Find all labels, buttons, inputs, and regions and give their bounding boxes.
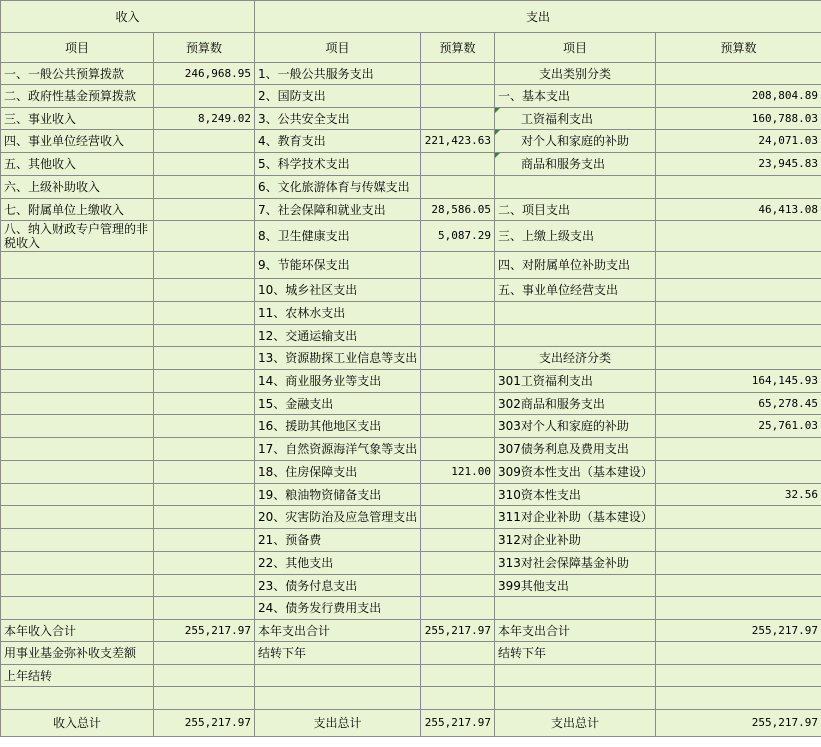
table-row (1, 63, 821, 85)
budget-cell[interactable] (656, 575, 821, 597)
budget-cell[interactable]: 221,423.63 (421, 130, 495, 153)
item-cell[interactable] (495, 687, 656, 710)
budget-cell[interactable] (154, 529, 255, 552)
item-cell[interactable]: 支出类别分类 (495, 63, 656, 85)
table-row (1, 529, 821, 552)
budget-cell[interactable]: 255,217.97 (154, 710, 255, 737)
item-cell[interactable]: 17、自然资源海洋气象等支出 (255, 438, 421, 461)
table-row (1, 302, 821, 325)
budget-cell[interactable]: 208,804.89 (656, 85, 821, 108)
table-row (1, 575, 821, 597)
table-row (1, 108, 821, 130)
item-cell[interactable]: 七、附属单位上缴收入 (1, 199, 154, 221)
budget-cell[interactable] (154, 438, 255, 461)
item-cell[interactable] (255, 687, 421, 710)
budget-cell[interactable] (154, 325, 255, 347)
item-cell[interactable]: 二、政府性基金预算拨款 (1, 85, 154, 108)
item-cell[interactable]: 15、金融支出 (255, 393, 421, 415)
item-cell[interactable] (495, 665, 656, 687)
budget-cell[interactable] (421, 529, 495, 552)
table-row (1, 199, 821, 221)
item-cell[interactable]: 3、公共安全支出 (255, 108, 421, 130)
budget-cell[interactable] (154, 393, 255, 415)
budget-cell[interactable]: 25,761.03 (656, 415, 821, 438)
item-cell[interactable]: 312对企业补助 (495, 529, 656, 552)
item-cell[interactable]: 收入总计 (1, 710, 154, 737)
budget-cell[interactable]: 46,413.08 (656, 199, 821, 221)
table-row (1, 221, 821, 252)
budget-cell[interactable] (421, 665, 495, 687)
item-cell[interactable]: 8、卫生健康支出 (255, 221, 421, 252)
item-cell[interactable]: 307债务利息及费用支出 (495, 438, 656, 461)
item-cell[interactable]: 商品和服务支出 (495, 153, 656, 176)
budget-cell[interactable] (421, 279, 495, 302)
item-cell[interactable]: 一、一般公共预算拨款 (1, 63, 154, 85)
budget-cell[interactable] (656, 597, 821, 620)
item-cell[interactable]: 三、事业收入 (1, 108, 154, 130)
header-row-sections (1, 1, 821, 33)
item-cell[interactable] (1, 325, 154, 347)
item-cell[interactable]: 399其他支出 (495, 575, 656, 597)
item-cell[interactable]: 本年收入合计 (1, 620, 154, 642)
budget-cell[interactable] (656, 347, 821, 370)
item-cell[interactable]: 7、社会保障和就业支出 (255, 199, 421, 221)
item-cell[interactable]: 五、事业单位经营支出 (495, 279, 656, 302)
item-cell[interactable]: 八、纳入财政专户管理的非税收入 (1, 221, 154, 252)
item-cell[interactable] (1, 529, 154, 552)
item-cell[interactable] (1, 506, 154, 529)
budget-cell[interactable] (421, 370, 495, 393)
item-cell[interactable] (1, 393, 154, 415)
item-cell[interactable]: 12、交通运输支出 (255, 325, 421, 347)
budget-cell[interactable]: 24,071.03 (656, 130, 821, 153)
table-row (1, 552, 821, 575)
budget-cell[interactable]: 28,586.05 (421, 199, 495, 221)
budget-cell[interactable] (656, 438, 821, 461)
item-cell[interactable]: 支出总计 (495, 710, 656, 737)
item-cell[interactable]: 1、一般公共服务支出 (255, 63, 421, 85)
budget-cell[interactable] (656, 63, 821, 85)
budget-cell[interactable] (154, 221, 255, 252)
table-row (1, 85, 821, 108)
item-cell[interactable]: 支出总计 (255, 710, 421, 737)
category-budget-header[interactable]: 预算数 (656, 33, 821, 63)
item-cell[interactable]: 21、预备费 (255, 529, 421, 552)
table-row (1, 620, 821, 642)
budget-cell[interactable] (154, 461, 255, 484)
item-cell[interactable]: 用事业基金弥补收支差额 (1, 642, 154, 665)
item-cell[interactable]: 一、基本支出 (495, 85, 656, 108)
table-row (1, 252, 821, 279)
item-cell[interactable]: 311对企业补助（基本建设） (495, 506, 656, 529)
budget-cell[interactable] (421, 506, 495, 529)
table-row (1, 506, 821, 529)
budget-cell[interactable] (421, 302, 495, 325)
item-cell[interactable]: 20、灾害防治及应急管理支出 (255, 506, 421, 529)
budget-cell[interactable] (154, 153, 255, 176)
budget-cell[interactable] (421, 176, 495, 199)
item-cell[interactable] (1, 252, 154, 279)
budget-cell[interactable] (421, 642, 495, 665)
table-row (1, 642, 821, 665)
item-cell[interactable]: 五、其他收入 (1, 153, 154, 176)
item-cell[interactable]: 10、城乡社区支出 (255, 279, 421, 302)
item-cell[interactable]: 四、对附属单位补助支出 (495, 252, 656, 279)
item-cell[interactable]: 302商品和服务支出 (495, 393, 656, 415)
item-cell[interactable] (495, 597, 656, 620)
expense-section-header[interactable]: 支出 (255, 1, 821, 33)
item-cell[interactable]: 三、上缴上级支出 (495, 221, 656, 252)
budget-cell[interactable] (421, 252, 495, 279)
item-cell[interactable]: 六、上级补助收入 (1, 176, 154, 199)
table-row (1, 176, 821, 199)
item-cell[interactable]: 工资福利支出 (495, 108, 656, 130)
budget-cell[interactable] (656, 176, 821, 199)
item-cell[interactable]: 23、债务付息支出 (255, 575, 421, 597)
budget-cell[interactable] (154, 665, 255, 687)
table-row (1, 153, 821, 176)
budget-cell[interactable] (656, 687, 821, 710)
budget-cell[interactable]: 5,087.29 (421, 221, 495, 252)
income-budget-header[interactable]: 预算数 (154, 33, 255, 63)
table-row (1, 461, 821, 484)
budget-cell[interactable] (421, 85, 495, 108)
budget-cell[interactable]: 23,945.83 (656, 153, 821, 176)
budget-cell[interactable] (421, 438, 495, 461)
budget-cell[interactable] (154, 687, 255, 710)
budget-cell[interactable] (154, 484, 255, 506)
expense-budget-header[interactable]: 预算数 (421, 33, 495, 63)
item-cell[interactable] (495, 325, 656, 347)
item-cell[interactable] (1, 415, 154, 438)
budget-cell[interactable]: 160,788.03 (656, 108, 821, 130)
budget-cell[interactable] (154, 506, 255, 529)
item-cell[interactable]: 22、其他支出 (255, 552, 421, 575)
category-item-header[interactable]: 项目 (495, 33, 656, 63)
budget-cell[interactable] (421, 552, 495, 575)
budget-cell[interactable] (656, 302, 821, 325)
budget-cell[interactable] (154, 347, 255, 370)
table-row (1, 325, 821, 347)
item-cell[interactable] (1, 597, 154, 620)
budget-cell[interactable] (421, 63, 495, 85)
item-cell[interactable]: 11、农林水支出 (255, 302, 421, 325)
item-cell[interactable]: 301工资福利支出 (495, 370, 656, 393)
budget-cell[interactable] (656, 529, 821, 552)
budget-cell[interactable]: 255,217.97 (421, 620, 495, 642)
budget-cell[interactable]: 65,278.45 (656, 393, 821, 415)
item-cell[interactable]: 310资本性支出 (495, 484, 656, 506)
item-cell[interactable] (1, 370, 154, 393)
budget-cell[interactable] (154, 642, 255, 665)
budget-cell[interactable] (154, 552, 255, 575)
budget-cell[interactable] (154, 279, 255, 302)
item-cell[interactable]: 二、项目支出 (495, 199, 656, 221)
item-cell[interactable]: 18、住房保障支出 (255, 461, 421, 484)
item-cell[interactable] (495, 302, 656, 325)
item-cell[interactable] (1, 484, 154, 506)
expense-item-header[interactable]: 项目 (255, 33, 421, 63)
table-row (1, 279, 821, 302)
table-row (1, 597, 821, 620)
budget-cell[interactable] (154, 176, 255, 199)
item-cell[interactable]: 6、文化旅游体育与传媒支出 (255, 176, 421, 199)
income-item-header[interactable]: 项目 (1, 33, 154, 63)
item-cell[interactable]: 4、教育支出 (255, 130, 421, 153)
item-cell[interactable]: 303对个人和家庭的补助 (495, 415, 656, 438)
budget-cell[interactable] (421, 108, 495, 130)
budget-cell[interactable]: 246,968.95 (154, 63, 255, 85)
budget-cell[interactable] (421, 575, 495, 597)
item-cell[interactable]: 24、债务发行费用支出 (255, 597, 421, 620)
budget-cell[interactable] (154, 302, 255, 325)
table-body (1, 63, 821, 737)
table-row (1, 370, 821, 393)
item-cell[interactable] (1, 302, 154, 325)
budget-cell[interactable]: 255,217.97 (656, 710, 821, 737)
header-row-columns (1, 33, 821, 63)
budget-cell[interactable]: 255,217.97 (154, 620, 255, 642)
income-section-header[interactable]: 收入 (1, 1, 255, 33)
budget-cell[interactable] (656, 506, 821, 529)
budget-cell[interactable] (656, 665, 821, 687)
table-row (1, 484, 821, 506)
item-cell[interactable] (1, 687, 154, 710)
item-cell[interactable]: 2、国防支出 (255, 85, 421, 108)
budget-cell[interactable]: 32.56 (656, 484, 821, 506)
item-cell[interactable] (495, 176, 656, 199)
budget-cell[interactable] (656, 279, 821, 302)
table-row (1, 393, 821, 415)
budget-cell[interactable] (656, 552, 821, 575)
budget-cell[interactable] (656, 325, 821, 347)
item-cell[interactable]: 19、粮油物资储备支出 (255, 484, 421, 506)
item-cell[interactable] (255, 665, 421, 687)
table-row (1, 710, 821, 737)
item-cell[interactable]: 结转下年 (255, 642, 421, 665)
budget-cell[interactable] (421, 325, 495, 347)
item-cell[interactable] (1, 347, 154, 370)
budget-cell[interactable] (154, 130, 255, 153)
budget-cell[interactable]: 164,145.93 (656, 370, 821, 393)
item-cell[interactable]: 14、商业服务业等支出 (255, 370, 421, 393)
budget-cell[interactable] (656, 461, 821, 484)
item-cell[interactable]: 5、科学技术支出 (255, 153, 421, 176)
item-cell[interactable]: 本年支出合计 (255, 620, 421, 642)
budget-cell[interactable] (421, 347, 495, 370)
budget-cell[interactable] (421, 687, 495, 710)
item-cell[interactable]: 本年支出合计 (495, 620, 656, 642)
item-cell[interactable] (1, 279, 154, 302)
table-row (1, 415, 821, 438)
item-cell[interactable]: 支出经济分类 (495, 347, 656, 370)
item-cell[interactable]: 9、节能环保支出 (255, 252, 421, 279)
budget-cell[interactable] (154, 597, 255, 620)
budget-cell[interactable] (421, 393, 495, 415)
item-cell[interactable] (1, 552, 154, 575)
budget-cell[interactable] (154, 370, 255, 393)
table-row (1, 665, 821, 687)
budget-cell[interactable] (421, 153, 495, 176)
budget-cell[interactable] (154, 575, 255, 597)
item-cell[interactable]: 309资本性支出（基本建设） (495, 461, 656, 484)
budget-cell[interactable] (656, 252, 821, 279)
table-row (1, 347, 821, 370)
item-cell[interactable] (1, 461, 154, 484)
budget-cell[interactable] (154, 199, 255, 221)
table-row (1, 687, 821, 710)
budget-cell[interactable] (656, 221, 821, 252)
item-cell[interactable]: 16、援助其他地区支出 (255, 415, 421, 438)
item-cell[interactable]: 对个人和家庭的补助 (495, 130, 656, 153)
item-cell[interactable]: 313对社会保障基金补助 (495, 552, 656, 575)
table-row (1, 130, 821, 153)
table-row (1, 438, 821, 461)
budget-cell[interactable] (656, 642, 821, 665)
budget-cell[interactable] (421, 484, 495, 506)
item-cell[interactable]: 13、资源勘探工业信息等支出 (255, 347, 421, 370)
item-cell[interactable] (1, 438, 154, 461)
budget-cell[interactable] (421, 415, 495, 438)
budget-cell[interactable]: 8,249.02 (154, 108, 255, 130)
item-cell[interactable]: 四、事业单位经营收入 (1, 130, 154, 153)
budget-cell[interactable] (154, 85, 255, 108)
item-cell[interactable]: 结转下年 (495, 642, 656, 665)
item-cell[interactable]: 上年结转 (1, 665, 154, 687)
budget-cell[interactable] (421, 597, 495, 620)
item-cell[interactable] (1, 575, 154, 597)
budget-cell[interactable] (154, 415, 255, 438)
budget-cell[interactable]: 255,217.97 (421, 710, 495, 737)
budget-cell[interactable]: 121.00 (421, 461, 495, 484)
budget-cell[interactable] (154, 252, 255, 279)
budget-cell[interactable]: 255,217.97 (656, 620, 821, 642)
